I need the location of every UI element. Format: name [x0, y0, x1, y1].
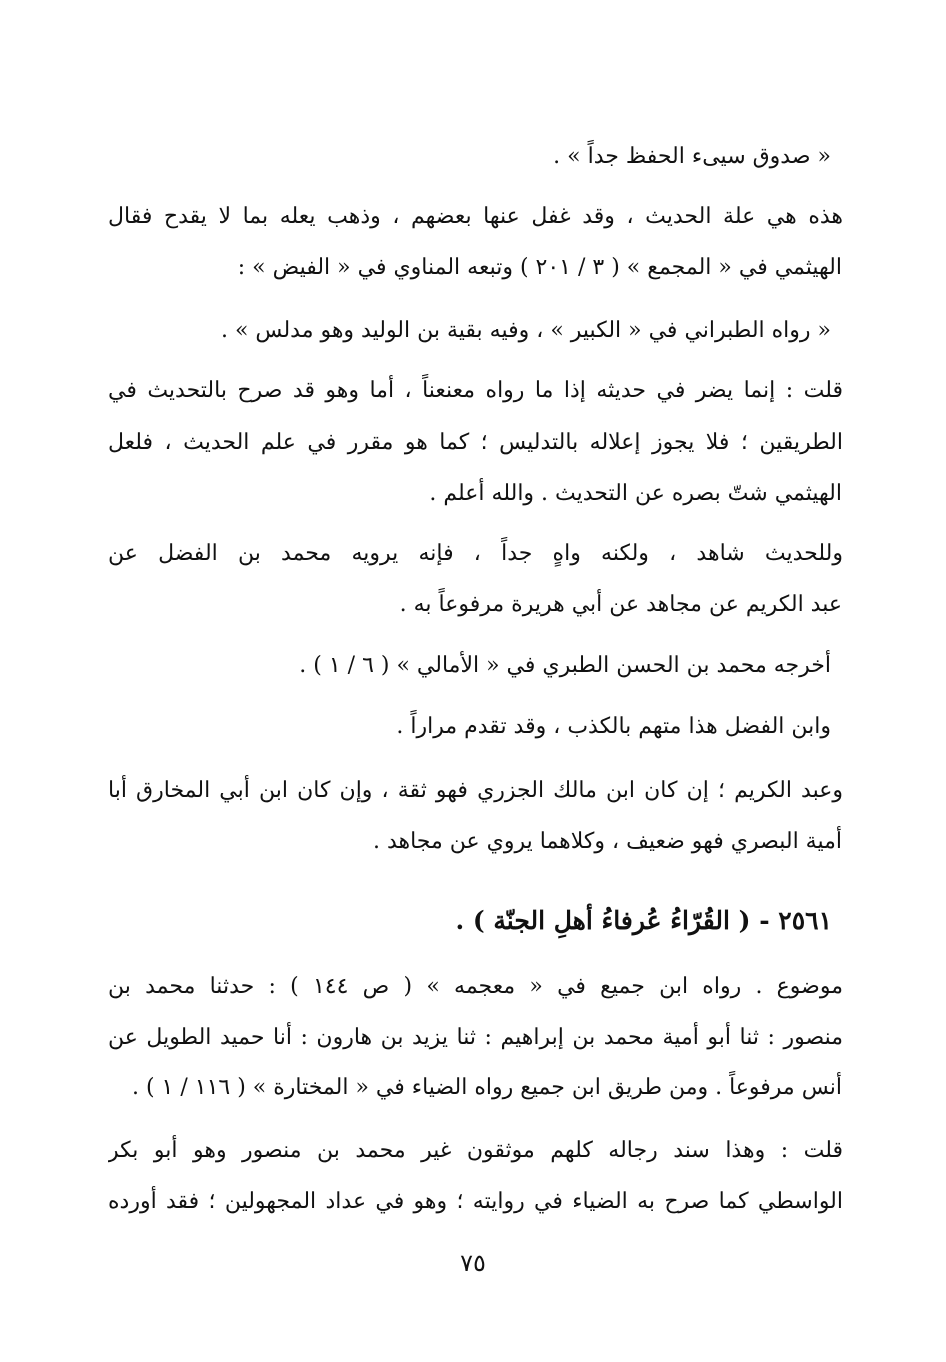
paragraph-line: قلت : إنما يضر في حديثه إذا ما رواه معنعناً ، أما وهو قد صرح بالتحديث في: [108, 378, 843, 403]
paragraph-line: وعبد الكريم ؛ إن كان ابن مالك الجزري فهو ثقة ، وإن كان ابن أبي المخارق أبا: [108, 778, 843, 803]
paragraph-line: منصور : ثنا أبو أمية محمد بن إبراهيم : ثنا يزيد بن هارون : أنا حميد الطويل عن: [108, 1025, 843, 1050]
paragraph-line: الهيثمي في « المجمع » ( ٣ / ٢٠١ ) وتبعه المناوي في « الفيض » :: [237, 255, 842, 280]
paragraph-line: وابن الفضل هذا متهم بالكذب ، وقد تقدم مراراً .: [396, 714, 831, 739]
paragraph-line: الطريقين ؛ فلا يجوز إعلاله بالتدليس ؛ كما هو مقرر في علم الحديث ، فلعل: [108, 430, 843, 455]
page-number: ٧٥: [460, 1249, 486, 1277]
quote-line: « صدوق سيىء الحفظ جداً » .: [553, 144, 831, 169]
paragraph-line: أمية البصري فهو ضعيف ، وكلاهما يروي عن مجاهد .: [372, 829, 842, 854]
paragraph-line: أخرجه محمد بن الحسن الطبري في « الأمالي » ( ٦ / ١ ) .: [299, 653, 831, 678]
paragraph-line: الواسطي كما صرح به الضياء في روايته ؛ وهو في عداد المجهولين ؛ فقد أورده: [108, 1189, 843, 1214]
quote-line: « رواه الطبراني في « الكبير » ، وفيه بقية بن الوليد وهو مدلس » .: [220, 318, 831, 343]
paragraph-line: موضوع . رواه ابن جميع في « معجمه » ( ص ١٤٤ ) : حدثنا محمد بن: [108, 974, 843, 999]
paragraph-line: الهيثمي شتّ بصره عن التحديث . والله أعلم .: [429, 481, 842, 506]
hadith-heading: ٢٥٦١ - ( القُرّاءُ عُرفاءُ أهلِ الجنّة ) .: [455, 906, 832, 935]
paragraph-line: عبد الكريم عن مجاهد عن أبي هريرة مرفوعاً به .: [399, 592, 842, 617]
paragraph-line: أنس مرفوعاً . ومن طريق ابن جميع رواه الضياء في « المختارة » ( ١١٦ / ١ ) .: [131, 1075, 842, 1100]
paragraph-line: وللحديث شاهد ، ولكنه واهٍ جداً ، فإنه يرويه محمد بن الفضل عن: [108, 541, 843, 566]
paragraph-line: هذه هي علة الحديث ، وقد غفل عنها بعضهم ، وذهب يعله بما لا يقدح فقال: [108, 204, 843, 229]
paragraph-line: قلت : وهذا سند رجاله كلهم موثقون غير محمد بن منصور وهو أبو بكر: [108, 1138, 843, 1163]
